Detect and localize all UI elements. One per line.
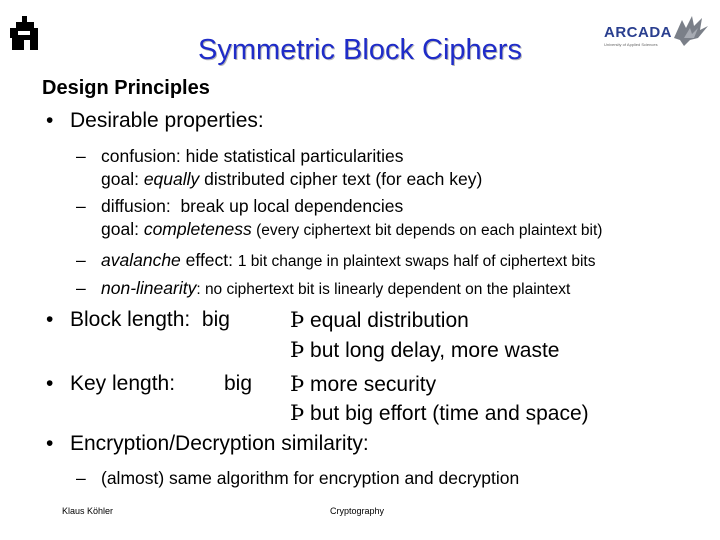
- avalanche-word: effect:: [180, 250, 238, 270]
- confusion-goal: [101, 169, 482, 190]
- avalanche-rest: 1 bit change in plaintext swaps half of ciphertext bits: [237, 253, 596, 270]
- implies-symbol: Þ: [290, 308, 305, 332]
- almost-text: (almost) same algorithm for encryption and decryption: [101, 468, 520, 488]
- arcada-logo-tagline: University of Applied Sciences: [604, 42, 658, 47]
- block-result-1-text: equal distribution: [304, 309, 469, 332]
- key-result-2: [290, 401, 589, 426]
- bullet-mark: •: [46, 308, 54, 331]
- implies-symbol: Þ: [290, 372, 305, 396]
- confusion-text: confusion: hide statistical particularities: [101, 146, 404, 166]
- diffusion-goal-em: completeness: [143, 219, 252, 239]
- arcada-logo-text: ARCADA: [604, 24, 672, 41]
- dash-mark: –: [76, 250, 86, 270]
- dash-mark: –: [76, 146, 86, 166]
- bullet-desirable-text: Desirable properties:: [70, 109, 264, 132]
- key-result-1-text: more security: [304, 373, 437, 396]
- bullet-key-length: [46, 372, 176, 396]
- block-result-2: [290, 338, 559, 363]
- dash-mark: –: [76, 196, 86, 216]
- dash-mark: –: [76, 278, 86, 298]
- key-result-2-text: but big effort (time and space): [304, 402, 589, 425]
- key-result-1: [290, 372, 436, 397]
- implies-symbol: Þ: [290, 338, 305, 362]
- confusion-goal-pre: goal:: [101, 169, 144, 189]
- dash-mark: –: [76, 468, 86, 488]
- dash-almost: [76, 468, 520, 489]
- dash-diffusion: [76, 196, 404, 217]
- bullet-encdec: [46, 432, 369, 456]
- bullet-block-length: [46, 308, 230, 332]
- bullet-mark: •: [46, 372, 54, 395]
- block-result-2-text: but long delay, more waste: [304, 339, 560, 362]
- diffusion-text: diffusion: break up local dependencies: [101, 196, 404, 216]
- bullet-desirable: [46, 109, 264, 133]
- diffusion-goal: [101, 219, 602, 240]
- diffusion-goal-post: (every ciphertext bit depends on each plaintext bit): [251, 222, 603, 239]
- section-heading: Design Principles: [42, 77, 210, 99]
- bullet-mark: •: [46, 432, 54, 455]
- key-length-text: Key length:: [70, 372, 176, 395]
- implies-symbol: Þ: [290, 401, 305, 425]
- dash-confusion: [76, 146, 404, 167]
- block-length-text: Block length: big: [70, 308, 230, 331]
- dash-nonlinearity: [76, 278, 571, 299]
- slide-title: Symmetric Block Ciphers: [198, 34, 522, 66]
- dash-avalanche: [76, 250, 596, 271]
- block-result-1: [290, 308, 469, 333]
- confusion-goal-post: distributed cipher text (for each key): [199, 169, 483, 189]
- footer-author: Klaus Köhler: [62, 506, 114, 516]
- key-length-big: big: [224, 372, 253, 395]
- encdec-text: Encryption/Decryption similarity:: [70, 432, 369, 455]
- bullet-mark: •: [46, 109, 54, 132]
- diffusion-goal-pre: goal:: [101, 219, 144, 239]
- nonlin-rest: : no ciphertext bit is linearly dependent on the plaintext: [196, 281, 571, 298]
- footer-subject: Cryptography: [330, 506, 385, 516]
- avalanche-em: avalanche: [101, 250, 181, 270]
- nonlin-em: non-linearity: [101, 278, 197, 298]
- confusion-goal-em: equally: [143, 169, 200, 189]
